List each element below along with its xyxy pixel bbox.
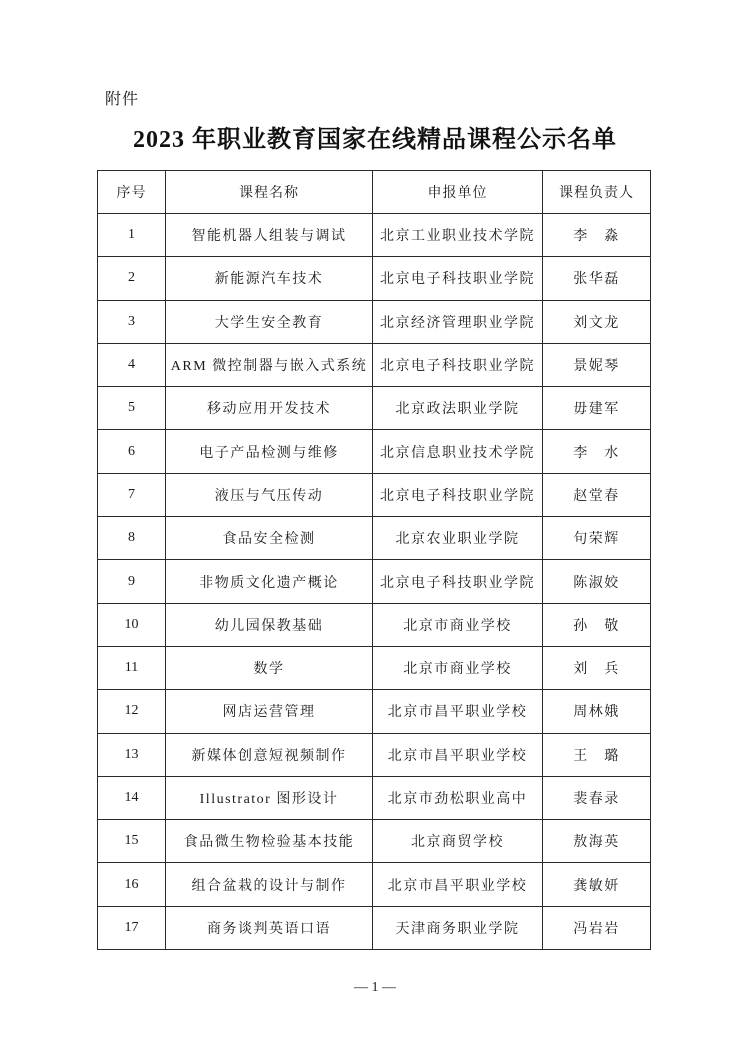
cell-no: 8: [98, 517, 166, 560]
cell-course: 数学: [166, 646, 373, 689]
cell-unit: 北京农业职业学院: [373, 517, 543, 560]
cell-course: 幼儿园保教基础: [166, 603, 373, 646]
page-title: 2023 年职业教育国家在线精品课程公示名单: [133, 127, 617, 153]
cell-course: 大学生安全教育: [166, 300, 373, 343]
column-header-leader: 课程负责人: [543, 171, 651, 214]
table-row: [98, 646, 651, 689]
course-table: [97, 170, 651, 950]
cell-course: 非物质文化遗产概论: [166, 560, 373, 603]
cell-leader: 敖海英: [543, 820, 651, 863]
cell-no: 13: [98, 733, 166, 776]
cell-unit: 北京市商业学校: [373, 603, 543, 646]
cell-no: 16: [98, 863, 166, 906]
cell-unit: 北京电子科技职业学院: [373, 473, 543, 516]
cell-course: 电子产品检测与维修: [166, 430, 373, 473]
table-row: [98, 690, 651, 733]
cell-leader: 毋建军: [543, 387, 651, 430]
table-row: [98, 387, 651, 430]
cell-leader: 龚敏妍: [543, 863, 651, 906]
cell-course: 商务谈判英语口语: [166, 906, 373, 949]
cell-course: 食品安全检测: [166, 517, 373, 560]
cell-course: 液压与气压传动: [166, 473, 373, 516]
cell-leader: 周林娥: [543, 690, 651, 733]
cell-unit: 北京电子科技职业学院: [373, 257, 543, 300]
cell-no: 2: [98, 257, 166, 300]
cell-unit: 北京市劲松职业高中: [373, 776, 543, 819]
cell-unit: 北京市昌平职业学校: [373, 733, 543, 776]
cell-unit: 北京信息职业技术学院: [373, 430, 543, 473]
cell-unit: 北京商贸学校: [373, 820, 543, 863]
cell-unit: 北京政法职业学院: [373, 387, 543, 430]
table-row: [98, 430, 651, 473]
cell-no: 1: [98, 214, 166, 257]
table-row: [98, 517, 651, 560]
cell-unit: 北京工业职业技术学院: [373, 214, 543, 257]
table-header-row: [98, 171, 651, 214]
cell-unit: 北京市昌平职业学校: [373, 690, 543, 733]
cell-no: 4: [98, 343, 166, 386]
cell-course: 食品微生物检验基本技能: [166, 820, 373, 863]
cell-no: 6: [98, 430, 166, 473]
attachment-label: 附件: [105, 91, 140, 108]
cell-course: 新媒体创意短视频制作: [166, 733, 373, 776]
cell-leader: 刘 兵: [543, 646, 651, 689]
table-row: [98, 343, 651, 386]
cell-no: 11: [98, 646, 166, 689]
cell-no: 3: [98, 300, 166, 343]
cell-no: 7: [98, 473, 166, 516]
cell-no: 14: [98, 776, 166, 819]
table-row: [98, 603, 651, 646]
column-header-no: 序号: [98, 171, 166, 214]
table-row: [98, 257, 651, 300]
cell-course: 新能源汽车技术: [166, 257, 373, 300]
cell-leader: 李 淼: [543, 214, 651, 257]
cell-leader: 孙 敬: [543, 603, 651, 646]
cell-leader: 句荣辉: [543, 517, 651, 560]
table-row: [98, 863, 651, 906]
cell-leader: 张华磊: [543, 257, 651, 300]
cell-leader: 裴春录: [543, 776, 651, 819]
cell-unit: 天津商务职业学院: [373, 906, 543, 949]
table-row: [98, 906, 651, 949]
cell-unit: 北京市商业学校: [373, 646, 543, 689]
table-row: [98, 560, 651, 603]
cell-course: Illustrator 图形设计: [166, 776, 373, 819]
page-number: — 1 —: [354, 980, 396, 995]
cell-course: 智能机器人组装与调试: [166, 214, 373, 257]
cell-leader: 陈淑姣: [543, 560, 651, 603]
cell-leader: 赵堂春: [543, 473, 651, 516]
table-row: [98, 473, 651, 516]
table-row: [98, 733, 651, 776]
cell-no: 5: [98, 387, 166, 430]
cell-unit: 北京经济管理职业学院: [373, 300, 543, 343]
cell-course: 网店运营管理: [166, 690, 373, 733]
cell-leader: 景妮琴: [543, 343, 651, 386]
cell-no: 15: [98, 820, 166, 863]
cell-leader: 李 水: [543, 430, 651, 473]
cell-unit: 北京电子科技职业学院: [373, 343, 543, 386]
cell-leader: 王 璐: [543, 733, 651, 776]
cell-no: 10: [98, 603, 166, 646]
cell-course: 组合盆栽的设计与制作: [166, 863, 373, 906]
table-row: [98, 300, 651, 343]
table-body: [98, 214, 651, 950]
cell-course: ARM 微控制器与嵌入式系统: [166, 343, 373, 386]
cell-leader: 冯岩岩: [543, 906, 651, 949]
cell-leader: 刘文龙: [543, 300, 651, 343]
table-row: [98, 776, 651, 819]
cell-no: 9: [98, 560, 166, 603]
column-header-unit: 申报单位: [373, 171, 543, 214]
cell-no: 17: [98, 906, 166, 949]
cell-course: 移动应用开发技术: [166, 387, 373, 430]
table-row: [98, 214, 651, 257]
cell-unit: 北京市昌平职业学校: [373, 863, 543, 906]
cell-no: 12: [98, 690, 166, 733]
cell-unit: 北京电子科技职业学院: [373, 560, 543, 603]
table-row: [98, 820, 651, 863]
column-header-course: 课程名称: [166, 171, 373, 214]
